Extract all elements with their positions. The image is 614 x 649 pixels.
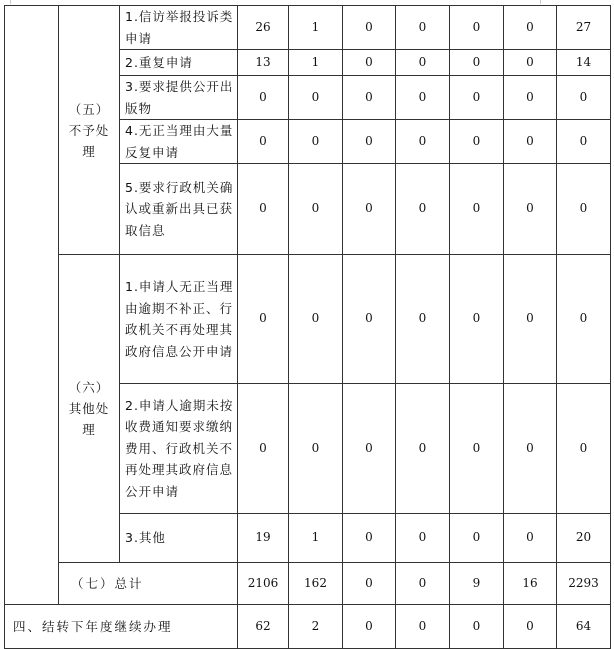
group-label-6 bbox=[59, 255, 120, 563]
total-row bbox=[5, 563, 611, 605]
value-cell: 20 bbox=[557, 514, 611, 563]
group-label-line: 不予处 bbox=[68, 122, 110, 138]
value-cell: 0 bbox=[504, 514, 557, 563]
value-cell: 1 bbox=[289, 50, 343, 76]
group-label-5 bbox=[59, 6, 120, 255]
value-cell: 19 bbox=[238, 514, 289, 563]
value-cell: 0 bbox=[504, 255, 557, 384]
value-cell: 0 bbox=[396, 164, 450, 255]
value-cell: 0 bbox=[396, 120, 450, 164]
sheet-corner-mark bbox=[540, 0, 563, 4]
value-cell: 13 bbox=[238, 50, 289, 76]
row-label: 4.无正当理由大量反复申请 bbox=[120, 120, 238, 164]
table-row bbox=[5, 255, 611, 384]
value-cell: 0 bbox=[396, 563, 450, 605]
value-cell: 0 bbox=[289, 164, 343, 255]
value-cell: 0 bbox=[396, 50, 450, 76]
carry-over-row bbox=[5, 605, 611, 649]
value-cell: 0 bbox=[450, 514, 504, 563]
value-cell: 0 bbox=[450, 50, 504, 76]
value-cell: 0 bbox=[557, 255, 611, 384]
value-cell: 0 bbox=[396, 6, 450, 50]
value-cell: 0 bbox=[343, 120, 396, 164]
value-cell: 62 bbox=[238, 605, 289, 649]
value-cell: 0 bbox=[343, 255, 396, 384]
value-cell: 0 bbox=[343, 164, 396, 255]
value-cell: 1 bbox=[289, 6, 343, 50]
group-label-line: （六） bbox=[68, 380, 110, 395]
row-label: 1.信访举报投诉类申请 bbox=[120, 6, 238, 50]
table-row bbox=[5, 6, 611, 50]
value-cell: 14 bbox=[557, 50, 611, 76]
value-cell: 0 bbox=[343, 6, 396, 50]
value-cell: 0 bbox=[504, 384, 557, 514]
row-label: 2.重复申请 bbox=[120, 50, 238, 76]
value-cell: 0 bbox=[504, 164, 557, 255]
value-cell: 0 bbox=[343, 605, 396, 649]
value-cell: 0 bbox=[289, 76, 343, 120]
value-cell: 0 bbox=[450, 76, 504, 120]
value-cell: 0 bbox=[450, 384, 504, 514]
value-cell: 0 bbox=[343, 384, 396, 514]
value-cell: 26 bbox=[238, 6, 289, 50]
group-label-line: （五） bbox=[68, 101, 110, 117]
row-label: 3.要求提供公开出版物 bbox=[120, 76, 238, 120]
value-cell: 0 bbox=[450, 120, 504, 164]
value-cell: 0 bbox=[557, 76, 611, 120]
value-cell: 0 bbox=[396, 605, 450, 649]
row-label: 3.其他 bbox=[120, 514, 238, 563]
value-cell: 0 bbox=[343, 514, 396, 563]
value-cell: 0 bbox=[238, 76, 289, 120]
value-cell: 9 bbox=[450, 563, 504, 605]
value-cell: 2 bbox=[289, 605, 343, 649]
value-cell: 2106 bbox=[238, 563, 289, 605]
carry-over-label: 四、结转下年度继续办理 bbox=[5, 605, 238, 649]
value-cell: 0 bbox=[289, 384, 343, 514]
value-cell: 16 bbox=[504, 563, 557, 605]
row-label: 5.要求行政机关确认或重新出具已获取信息 bbox=[120, 164, 238, 255]
value-cell: 0 bbox=[238, 255, 289, 384]
value-cell: 0 bbox=[450, 255, 504, 384]
value-cell: 0 bbox=[450, 605, 504, 649]
outer-blank-cell bbox=[5, 6, 59, 605]
value-cell: 0 bbox=[504, 6, 557, 50]
value-cell: 0 bbox=[289, 255, 343, 384]
value-cell: 64 bbox=[557, 605, 611, 649]
total-label: （七）总计 bbox=[59, 563, 238, 605]
value-cell: 0 bbox=[557, 120, 611, 164]
value-cell: 0 bbox=[504, 76, 557, 120]
value-cell: 0 bbox=[450, 6, 504, 50]
value-cell: 0 bbox=[238, 164, 289, 255]
value-cell: 0 bbox=[396, 255, 450, 384]
row-label: 2.申请人逾期未按收费通知要求缴纳费用、行政机关不再处理其政府信息公开申请 bbox=[120, 384, 238, 514]
value-cell: 0 bbox=[289, 120, 343, 164]
value-cell: 0 bbox=[396, 76, 450, 120]
group-label-line: 理 bbox=[82, 143, 96, 159]
value-cell: 27 bbox=[557, 6, 611, 50]
value-cell: 1 bbox=[289, 514, 343, 563]
disclosure-stats-table bbox=[4, 5, 611, 649]
value-cell: 0 bbox=[343, 76, 396, 120]
value-cell: 162 bbox=[289, 563, 343, 605]
value-cell: 0 bbox=[343, 563, 396, 605]
value-cell: 0 bbox=[504, 50, 557, 76]
sheet-corner-mark bbox=[0, 0, 11, 4]
value-cell: 0 bbox=[450, 164, 504, 255]
value-cell: 0 bbox=[396, 514, 450, 563]
group-label-line: 理 bbox=[82, 422, 96, 437]
value-cell: 0 bbox=[504, 605, 557, 649]
value-cell: 0 bbox=[396, 384, 450, 514]
value-cell: 2293 bbox=[557, 563, 611, 605]
value-cell: 0 bbox=[238, 120, 289, 164]
value-cell: 0 bbox=[557, 384, 611, 514]
row-label: 1.申请人无正当理由逾期不补正、行政机关不再处理其政府信息公开申请 bbox=[120, 255, 238, 384]
value-cell: 0 bbox=[557, 164, 611, 255]
value-cell: 0 bbox=[504, 120, 557, 164]
value-cell: 0 bbox=[238, 384, 289, 514]
group-label-line: 其他处 bbox=[68, 401, 110, 416]
value-cell: 0 bbox=[343, 50, 396, 76]
